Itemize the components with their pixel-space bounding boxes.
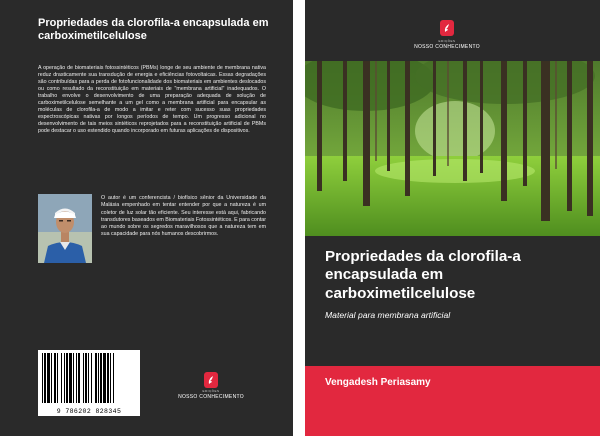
- barcode-bar: [44, 353, 46, 403]
- barcode-bar: [88, 353, 89, 403]
- isbn-barcode: [38, 350, 140, 416]
- barcode-bar: [113, 353, 114, 403]
- back-cover: [0, 0, 293, 436]
- author-photo: [38, 194, 92, 263]
- back-cover-title: Propriedades da clorofila-a encapsulada em carboximetilcelulose: [38, 17, 269, 42]
- front-publisher-logo-text: [404, 40, 490, 50]
- front-publisher-logo-icon: [440, 20, 454, 36]
- front-cover-subtitle: Material para membrana artificial: [325, 310, 451, 320]
- barcode-bar: [54, 353, 56, 403]
- barcode-bar: [83, 353, 84, 403]
- forest-illustration: [305, 61, 600, 236]
- barcode-bar: [69, 353, 72, 403]
- author-band: [305, 366, 600, 436]
- barcode-number: 9 786202 828345: [56, 408, 122, 415]
- forest-cover-photo: [305, 61, 600, 236]
- barcode-bars: [38, 350, 140, 406]
- barcode-bar: [95, 353, 97, 403]
- barcode-bar: [47, 353, 50, 403]
- front-cover-author: Vengadesh Periasamy: [325, 377, 431, 388]
- front-publisher-name: NOSSO CONHECIMENTO: [414, 43, 480, 50]
- back-publisher-small: EDIÇÕES: [202, 389, 220, 393]
- front-cover-title: Propriedades da clorofila-a encapsulada em carboximetilcelulose: [325, 248, 521, 302]
- author-bio: O autor é um conferencista / biofísico sênior da Universidade da Malásia empenhado em tentar entender por que a natureza é um coletor de luz solar tão eficiente. Seu interesse está aqui, fabricando transdutores baseados em Biomateriais Fotossintéticos. E para contar ao mundo sobre os segredos maravilhosos que a natureza tem em sua capacidade para nós humanos descobrirmos.: [101, 195, 266, 238]
- barcode-bar: [76, 353, 77, 403]
- spine: [293, 0, 305, 436]
- author-portrait-illustration: [38, 194, 92, 263]
- back-cover-abstract: A operação de biomateriais fotossintéticos (PBMs) longe de seu ambiente de membrana nativa reduz drasticamente sua transdução de energia e eficiências fotovoltaicas. Essas degradações são contribuídas para a perda de fotofuncionalidade dos biomateriais em ambientes deslocados ou como resultado da reconstituição em materiais de "membrana artificial" inadequados. O trabalho envolve o desenvolvimento de uma preparação adequada de solução de carboximetilcelulose semelhante a um gel como a membrana artificial para encapsular as moléculas de clorofila-a de modo a imitar e reter com sucesso suas propriedades espectroscópicas nativas por longos períodos de tempo. Um progresso adicional no desenvolvimento de tais meios sintéticos reprojetados para a reconstituição artificial de PBMs pode destacar o uso estendido quando incorporado em futuras aplicações de dispositivos.: [38, 65, 266, 134]
- barcode-bar: [110, 353, 111, 403]
- front-cover: [305, 0, 600, 436]
- barcode-bar: [100, 353, 102, 403]
- front-publisher-small: EDIÇÕES: [438, 39, 456, 43]
- barcode-bar: [64, 353, 65, 403]
- back-publisher-logo-text: [168, 390, 254, 400]
- barcode-bar: [85, 353, 87, 403]
- barcode-bar: [78, 353, 80, 403]
- publisher-logo-icon: [204, 372, 218, 388]
- barcode-bar: [57, 353, 58, 403]
- barcode-bar: [42, 353, 43, 403]
- back-publisher-name: NOSSO CONHECIMENTO: [178, 393, 244, 400]
- barcode-bar: [66, 353, 68, 403]
- barcode-bar: [107, 353, 109, 403]
- barcode-bar: [91, 353, 92, 403]
- barcode-bar: [98, 353, 99, 403]
- barcode-bar: [61, 353, 62, 403]
- barcode-bar: [103, 353, 106, 403]
- barcode-bar: [73, 353, 74, 403]
- barcode-bar: [51, 353, 52, 403]
